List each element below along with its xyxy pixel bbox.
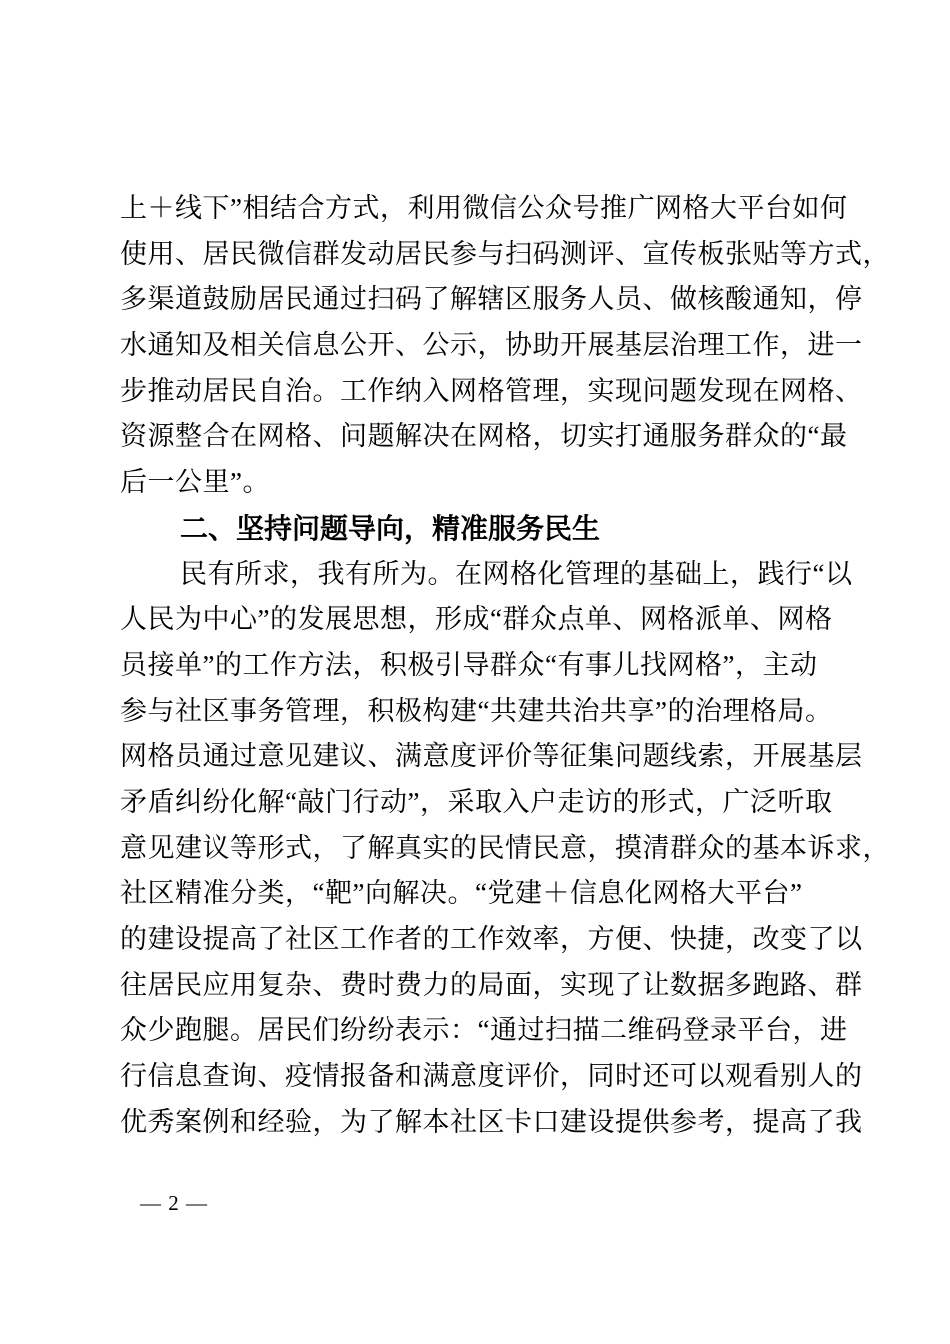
text-line: 优秀案例和经验，为了解本社区卡口建设提供参考，提高了我 xyxy=(120,1106,863,1137)
text-line: 上＋线下”相结合方式，利用微信公众号推广网格大平台如何 xyxy=(120,193,848,223)
section-heading: 二、坚持问题导向，精准服务民生 xyxy=(180,512,601,544)
text-line: 后一公里”。 xyxy=(120,467,270,498)
text-line: 矛盾纠纷化解“敲门行动”，采取入户走访的形式，广泛听取 xyxy=(120,786,833,817)
text-line: 人民为中心”的发展思想，形成“群众点单、网格派单、网格 xyxy=(120,604,833,635)
text-line: 网格员通过意见建议、满意度评价等征集问题线索，开展基层 xyxy=(120,741,863,772)
text-line: 社区精准分类，“靶”向解决。“党建＋信息化网格大平台” xyxy=(120,878,803,909)
text-line: 众少跑腿。居民们纷纷表示：“通过扫描二维码登录平台，进 xyxy=(120,1015,848,1046)
text-line: 资源整合在网格、问题解决在网格，切实打通服务群众的“最 xyxy=(120,421,848,452)
page-number: — 2 — xyxy=(140,1191,208,1215)
text-line: 多渠道鼓励居民通过扫码了解辖区服务人员、做核酸通知，停 xyxy=(120,284,863,315)
text-line: 参与社区事务管理，积极构建“共建共治共享”的治理格局。 xyxy=(120,695,833,726)
text-line: 员接单”的工作方法，积极引导群众“有事儿找网格”，主动 xyxy=(120,649,818,680)
text-line: 水通知及相关信息公开、公示，协助开展基层治理工作，进一 xyxy=(120,330,863,361)
text-line: 意见建议等形式，了解真实的民情民意，摸清群众的基本诉求， xyxy=(120,832,890,863)
text-line: 往居民应用复杂、费时费力的局面，实现了让数据多跑路、群 xyxy=(120,969,863,1000)
text-line: 步推动居民自治。工作纳入网格管理，实现问题发现在网格、 xyxy=(120,375,863,406)
text-line: 的建设提高了社区工作者的工作效率，方便、快捷，改变了以 xyxy=(120,924,863,954)
text-line: 使用、居民微信群发动居民参与扫码测评、宣传板张贴等方式， xyxy=(120,238,890,269)
text-line: 行信息查询、疫情报备和满意度评价，同时还可以观看别人的 xyxy=(120,1061,863,1092)
document-body xyxy=(120,186,890,1145)
text-line: 民有所求，我有所为。在网格化管理的基础上，践行“以 xyxy=(180,558,853,589)
